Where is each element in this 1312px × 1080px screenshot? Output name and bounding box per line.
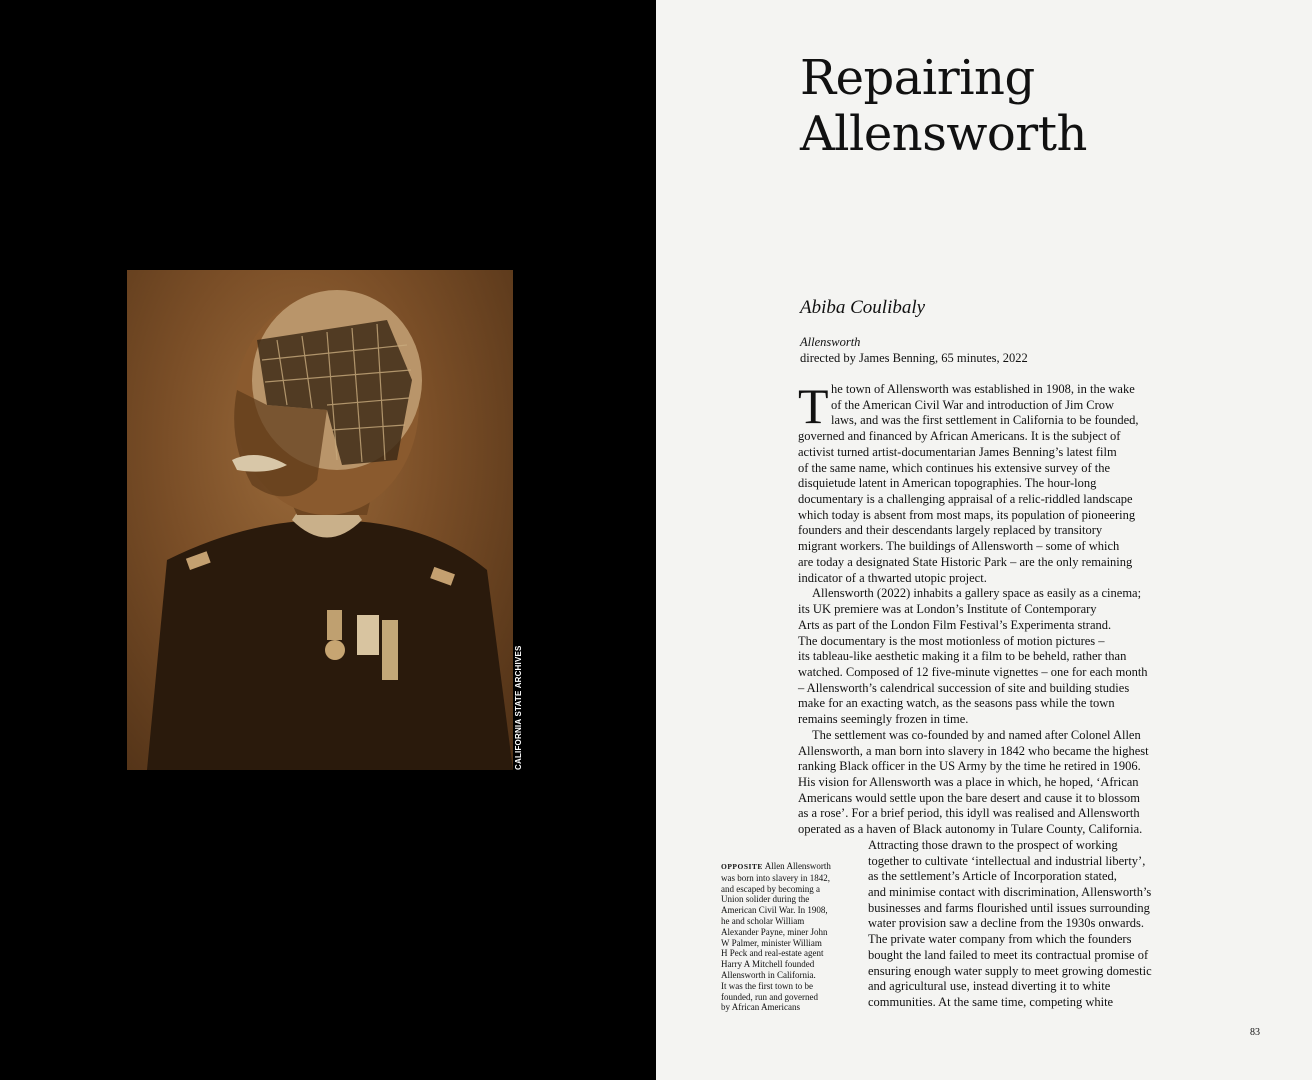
body-line: operated as a haven of Black autonomy in Tulare County, California. <box>798 822 1143 837</box>
body-line: Americans would settle upon the bare desert and cause it to blossom <box>798 790 1140 805</box>
body-line: activist turned artist-documentarian James Benning’s latest film <box>798 444 1117 459</box>
body-line: and minimise contact with discrimination, Allensworth’s <box>868 885 1152 899</box>
drop-cap: T <box>798 378 829 434</box>
body-line: communities. At the same time, competing white <box>868 995 1114 1010</box>
body-line: which today is absent from most maps, its population of pioneering <box>798 507 1136 522</box>
caption-label: OPPOSITE <box>721 862 763 871</box>
page-number: 83 <box>1250 1027 1260 1038</box>
body-line: of the same name, which continues his extensive survey of the <box>798 460 1111 475</box>
body-line: disquietude latent in American topographies. The hour-long <box>798 476 1097 491</box>
film-details: directed by James Benning, 65 minutes, 2022 <box>800 350 1028 365</box>
caption-line: W Palmer, minister William <box>721 937 822 948</box>
body-line: Arts as part of the London Film Festival’s Experimenta strand. <box>798 617 1112 632</box>
caption-first-line <box>721 861 851 873</box>
body-line: its tableau-like aesthetic making it a film to be beheld, rather than <box>798 649 1127 664</box>
body-line: His vision for Allensworth was a place in which, he hoped, ‘African <box>798 774 1139 789</box>
body-line: The settlement was co-founded by and named after Colonel Allen <box>812 727 1141 742</box>
caption-line: Union solider during the <box>721 894 810 905</box>
author-name: Abiba Coulibaly <box>800 297 926 318</box>
body-line: – Allensworth’s calendrical succession of site and building studies <box>798 680 1130 695</box>
article-body <box>798 378 1198 1011</box>
portrait-illustration <box>127 270 513 770</box>
body-line: of the American Civil War and introduction of Jim Crow <box>831 397 1115 412</box>
body-line: remains seemingly frozen in time. <box>798 712 969 727</box>
caption-line: he and scholar William <box>721 915 805 926</box>
film-title: Allensworth <box>800 335 861 349</box>
film-info <box>800 335 1028 366</box>
body-line: bought the land failed to meet its contractual promise of <box>868 947 1149 962</box>
caption-line: Alexander Payne, miner John <box>721 926 828 937</box>
photo-credit: CALIFORNIA STATE ARCHIVES <box>514 645 523 770</box>
body-line: Attracting those drawn to the prospect of working <box>868 837 1118 852</box>
caption-line: Harry A Mitchell founded <box>721 959 815 970</box>
body-line: watched. Composed of 12 five-minute vignettes – one for each month <box>798 664 1148 679</box>
caption-line: Allensworth in California. <box>721 969 816 980</box>
body-line: make for an exacting watch, as the seasons pass while the town <box>798 696 1115 711</box>
body-line: laws, and was the first settlement in California to be founded, <box>831 413 1139 428</box>
body-line: he town of Allensworth was established in 1908, in the wake <box>831 382 1135 396</box>
body-line: founders and their descendants largely replaced by transitory <box>798 523 1103 538</box>
portrait-photo <box>127 270 513 770</box>
body-line: and agricultural use, instead diverting it to white <box>868 979 1111 994</box>
caption-line: It was the first town to be <box>721 980 813 991</box>
body-line: ranking Black officer in the US Army by the time he retired in 1906. <box>798 759 1141 774</box>
caption-line: by African Americans <box>721 1002 800 1013</box>
body-line: its UK premiere was at London’s Institute of Contemporary <box>798 602 1097 617</box>
caption-line: American Civil War. In 1908, <box>721 905 828 916</box>
body-line: The private water company from which the founders <box>868 932 1132 947</box>
article-title <box>800 50 1087 162</box>
caption-line: founded, run and governed <box>721 991 818 1002</box>
body-line: water provision saw a decline from the 1930s onwards. <box>868 916 1144 931</box>
body-line: as the settlement’s Article of Incorporation stated, <box>868 869 1117 884</box>
caption-line: was born into slavery in 1842, <box>721 872 830 883</box>
body-line: documentary is a challenging appraisal of a relic-riddled landscape <box>798 492 1133 507</box>
caption-text: Allen Allensworth <box>762 861 831 871</box>
title-line: Repairing <box>800 50 1035 106</box>
body-line: governed and financed by African Americans. It is the subject of <box>798 429 1121 444</box>
caption-line: H Peck and real-estate agent <box>721 948 824 959</box>
body-line: together to cultivate ‘intellectual and industrial liberty’, <box>868 853 1146 868</box>
body-line: indicator of a thwarted utopic project. <box>798 570 987 585</box>
caption-line: and escaped by becoming a <box>721 883 820 894</box>
body-line: Allensworth (2022) inhabits a gallery space as easily as a cinema; <box>812 586 1142 601</box>
body-line: as a rose’. For a brief period, this idyll was realised and Allensworth <box>798 806 1140 821</box>
title-line: Allensworth <box>800 106 1087 162</box>
body-line: ensuring enough water supply to meet growing domestic <box>868 963 1152 978</box>
body-line: are today a designated State Historic Park – are the only remaining <box>798 554 1133 569</box>
body-line: businesses and farms flourished until issues surrounding <box>868 900 1150 915</box>
photo-caption <box>721 861 851 1013</box>
body-line: Allensworth, a man born into slavery in 1842 who became the highest <box>798 743 1149 758</box>
body-line: migrant workers. The buildings of Allensworth – some of which <box>798 539 1120 554</box>
body-line: The documentary is the most motionless of motion pictures – <box>798 633 1105 648</box>
